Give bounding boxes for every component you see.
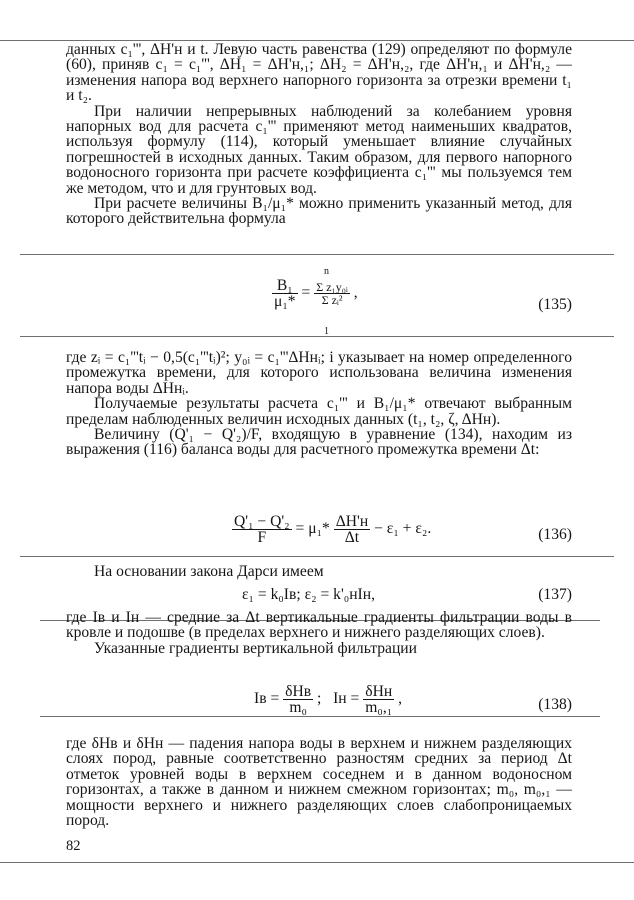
rule-line xyxy=(20,254,614,255)
equation-137 xyxy=(66,586,572,608)
eq136-coefficient: = μ₁* xyxy=(295,520,330,538)
eq138-a-lhs: Iв = xyxy=(254,690,280,708)
eq136-tail: − ε₁ + ε₂. xyxy=(374,520,432,538)
equation-136 xyxy=(66,512,572,552)
paragraph: Указанные градиенты вертикальной фильтрации xyxy=(94,639,417,657)
rule-line xyxy=(20,556,614,557)
rule-line xyxy=(0,862,634,863)
paragraph: где zᵢ = c₁'''tᵢ − 0,5(c₁'''tᵢ)²; y₀ᵢ = c₁'''ΔHнᵢ; i указывает на номер определенного промежутка времени, для которого использована величина изменения напора воды ΔHнᵢ. xyxy=(66,349,572,397)
paragraph: Получаемые результаты расчета c₁''' и B₁/μ₁* отвечают выбранным пределам наблюденных величин исходных данных (t₁, t₂, ζ, ΔHн). xyxy=(66,395,572,428)
eq138-b-numerator: δHн xyxy=(365,683,393,700)
paragraph: При наличии непрерывных наблюдений за колебанием уровня напорных вод для расчета c₁''' применяют метод наименьших квадратов, используя формулу (114), который уменьшает влияние случайных погрешностей в исходных данных. Таким образом, для первого напорного водоносного горизонта при расчете коэффициента c₁''' мы пользуемся тем же методом, что и для грунтовых вод. xyxy=(66,102,572,197)
eq135-lhs-denominator: μ₁* xyxy=(274,293,296,310)
eq135-rhs-denominator: Σ zᵢ² xyxy=(321,293,343,307)
paragraph: На основании закона Дарси имеем xyxy=(94,563,324,580)
equation-138: Iв = $\frac{\text{δHв}}{\text{m₀}}$ ; Iн = $\frac{\text{δHн}}{\text{m₀,₁}}$ , (138) xyxy=(254,683,572,716)
paragraph: Величину (Q'₁ − Q'₂)/F, входящую в уравнение (134), находим из выражения (116) баланса воды для расчетного промежутка времени Δt: xyxy=(66,426,572,459)
paragraph: При расчете величины B₁/μ₁* можно применить указанный метод, для которого действительна формула xyxy=(66,195,572,228)
equation-number: (138) xyxy=(538,696,572,713)
eq136-rhs-denominator: Δt xyxy=(344,529,360,546)
eq138-a-denominator: m₀ xyxy=(289,699,307,716)
equation-number: (137) xyxy=(538,586,572,603)
paragraph: где δHв и δHн — падения напора воды в верхнем и нижнем разделяющих слоях пород, равные соответственно разностям средних за период Δt отметок уровней воды в верхнем соседнем и в данном водоносном горизонтах, а также в данном и нижнем смежном горизонтах; m₀, m₀,₁ — мощности верхнего и нижнего разделяющих слоев слабопроницаемых пород. xyxy=(66,735,572,830)
page-number: 82 xyxy=(66,838,81,854)
equation-number: (135) xyxy=(538,296,572,313)
eq136-lhs-numerator: Q'₁ − Q'₂ xyxy=(234,513,290,530)
eq136-rhs-numerator: ΔH'н xyxy=(335,513,369,530)
equation-135: $\frac{\text{B₁}}{\text{μ₁*}}$ = $\frac{\text{Σ z₁y₀ᵢ}}{\text{Σ zᵢ²}}$ , n 1 (135) xyxy=(274,266,572,337)
eq138-b-denominator: m₀,₁ xyxy=(365,699,393,716)
eq135-sum-lower-limit: 1 xyxy=(324,326,329,337)
eq137-expression: ε₁ = k₀Iв; ε₂ = k'₀нIн, xyxy=(242,586,375,603)
eq136-lhs-denominator: F xyxy=(257,529,267,546)
paragraph: где Iв и Iн — средние за Δt вертикальные градиенты фильтрации воды в кровле и подошве (в пределах верхнего и нижнего разделяющих слоев). xyxy=(66,609,572,642)
paragraph: данных c₁''', ΔH'н и t. Левую часть равенства (129) определяют по формуле (60), приняв c₁ = c₁''', ΔH₁ = ΔH'н,₁; ΔH₂ = ΔH'н,₂, где ΔH'н,₁ и ΔH'н,₂ — изменения напора вод верхнего напорного горизонта за отрезки времени t₁ и t₂. xyxy=(66,41,572,105)
equation-number: (136) xyxy=(538,526,572,543)
eq135-rhs-numerator: Σ z₁y₀ᵢ xyxy=(316,280,348,294)
eq135-lhs-numerator: B₁ xyxy=(272,278,298,294)
eq138-b-lhs: Iн = xyxy=(333,690,360,708)
eq135-sum-upper-limit: n xyxy=(324,266,329,277)
eq138-a-numerator: δHв xyxy=(285,683,312,700)
